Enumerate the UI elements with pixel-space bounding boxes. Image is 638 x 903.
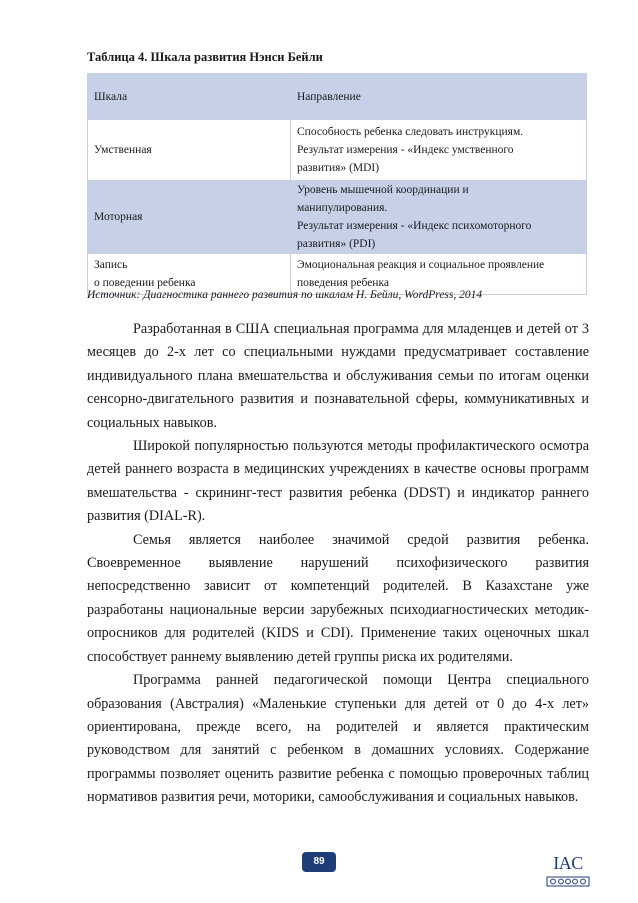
direction-line: поведения ребенка [297,277,389,289]
table-caption: Таблица 4. Шкала развития Нэнси Бейли [87,50,323,64]
paragraph: Широкой популярностью пользуются методы профилактического осмотра детей раннего возраста в медицинских учреждениях в качестве основы программ вмешательства - скрининг-тест развития ребенка (DDST) и индикатор раннего развития (DIAL-R). [87,438,589,525]
row-direction-cell [291,181,587,254]
page-number: 89 [302,852,336,872]
table-source-note: Источник: Диагностика раннего развития по шкалам Н. Бейли, WordPress, 2014 [87,289,483,301]
paragraph: Семья является наиболее значимой средой развития ребенка. Своевременное выявление нарушений психофизического развития непосредственно зависит от компетенций родителей. В Казахстане уже разработаны национальные версии зарубежных психодиагностических методик-опросников для родителей (KIDS и CDI). Применение таких оценочных шкал способствует раннему выявлению детей группы риска их родителями. [87,531,589,665]
direction-line: Способность ребенка следовать инструкциям. [297,126,524,138]
body-text [87,318,589,810]
direction-line: Результат измерения - «Индекс психомоторного [297,220,532,232]
row-scale-cell: Умственная [88,120,291,181]
direction-line: манипулирования. [297,202,388,214]
logo-ornament-icon [546,874,590,888]
table-header-row [88,74,587,120]
header-direction: Направление [291,74,587,120]
table-row [88,181,587,254]
scale-line: о поведении ребенка [94,277,196,289]
row-scale-cell: Моторная [88,181,291,254]
row-direction-cell [291,120,587,181]
direction-line: Эмоциональная реакция и социальное проявление [297,259,545,271]
iac-logo [546,852,590,892]
paragraph: Программа ранней педагогической помощи Центра специального образования (Австралия) «Маленькие ступеньки для детей от 0 до 4-х лет» ориентирована, прежде всего, на родителей и является практическим руководством для занятий с ребенком в домашних условиях. Содержание программы позволяет оценить развитие ребенка с помощью проверочных таблиц нормативов развития речи, моторики, самообслуживания и социальных навыков. [87,672,589,806]
logo-text: IAC [553,853,583,873]
bayley-scale-table [87,73,587,295]
paragraph: Разработанная в США специальная программа для младенцев и детей от 3 месяцев до 2-х лет со специальными нуждами предусматривает составление индивидуального плана вмешательства и обслуживания семьи по итогам оценки сенсорно-двигательного развития и познавательной сферы, коммуникативных и социальных навыков. [87,321,589,431]
direction-line: Результат измерения - «Индекс умственного [297,144,514,156]
table-row [88,120,587,181]
header-scale: Шкала [88,74,291,120]
direction-line: развития» (MDI) [297,162,380,174]
scale-line: Запись [94,259,128,271]
direction-line: развития» (PDI) [297,238,376,250]
direction-line: Уровень мышечной координации и [297,184,469,196]
